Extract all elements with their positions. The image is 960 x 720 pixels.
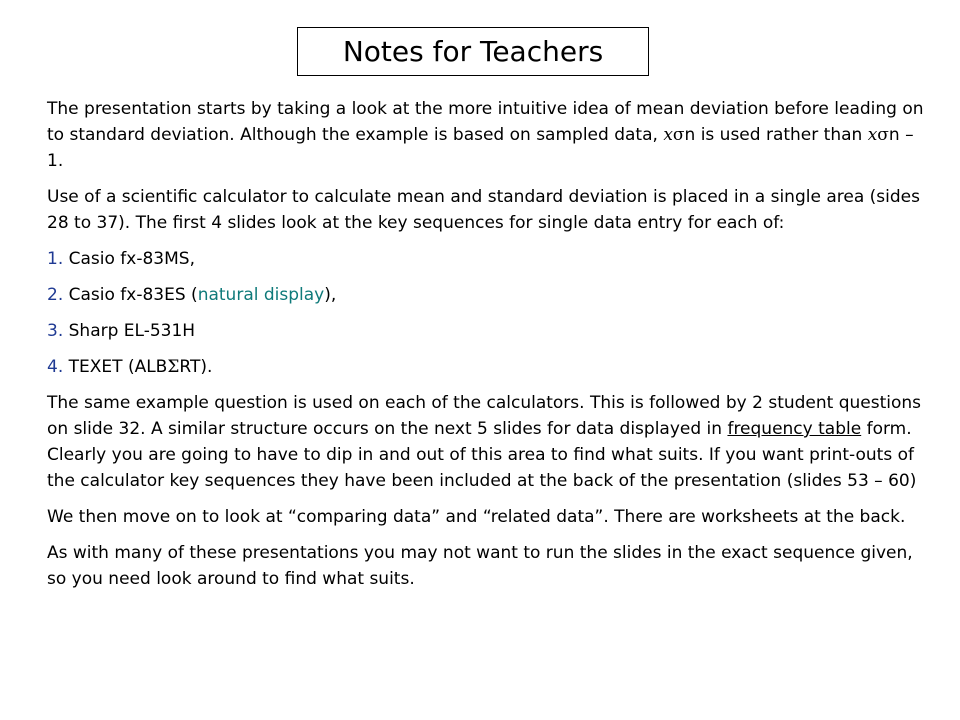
- title-box: [297, 27, 649, 76]
- list-number: 4.: [47, 357, 64, 377]
- paragraph-intro: [47, 96, 927, 174]
- structure-text-2: form. Clearly you are going to have to dip in and out of this area to find what suits. If you want print-outs of the calculator key sequences they have been included at the back of the presentation (slides 53 – 60): [47, 419, 917, 491]
- notes-body: [47, 96, 927, 602]
- list-item-2: [47, 282, 927, 308]
- x-symbol: x: [663, 125, 673, 145]
- intro-text-2: n is used rather than: [684, 125, 868, 145]
- structure-text-1: The same example question is used on each of the calculators. This is followed by 2 student questions on slide 32. A similar structure occurs on the next 5 slides for data displayed in: [47, 393, 922, 439]
- list-number: 1.: [47, 249, 64, 269]
- list-item-3: [47, 318, 927, 344]
- x-symbol: x: [867, 125, 878, 145]
- natural-display-label: natural display: [197, 285, 325, 305]
- list-text: Sharp EL-531H: [63, 321, 196, 341]
- list-text: Casio fx-83MS,: [63, 249, 195, 269]
- list-item-1: [47, 246, 927, 272]
- list-item-4: [47, 354, 927, 380]
- paragraph-structure: [47, 390, 927, 494]
- list-text: RT).: [179, 357, 213, 377]
- sigma-symbol: σ: [672, 125, 685, 145]
- list-text: ),: [324, 285, 337, 305]
- list-text: TEXET (ALB: [63, 357, 168, 377]
- capital-sigma-symbol: Σ: [167, 357, 180, 377]
- intro-text-3: n – 1.: [47, 125, 914, 171]
- intro-text-1: The presentation starts by taking a look at the more intuitive idea of mean deviation before leading on to standard deviation. Although the example is based on sampled data,: [47, 99, 924, 145]
- paragraph-comparing: We then move on to look at “comparing data” and “related data”. There are worksheets at the back.: [47, 507, 906, 527]
- list-text: Casio fx-83ES (: [63, 285, 198, 305]
- list-number: 2.: [47, 285, 64, 305]
- frequency-table-term: frequency table: [727, 419, 862, 439]
- sigma-symbol: σ: [877, 125, 889, 145]
- page-title: Notes for Teachers: [342, 35, 604, 68]
- paragraph-calculator: Use of a scientific calculator to calculate mean and standard deviation is placed in a single area (sides 28 to 37). The first 4 slides look at the key sequences for single data entry for each of:: [47, 187, 920, 233]
- paragraph-sequence: As with many of these presentations you may not want to run the slides in the exact sequence given, so you need look around to find what suits.: [47, 543, 913, 589]
- list-number: 3.: [47, 321, 64, 341]
